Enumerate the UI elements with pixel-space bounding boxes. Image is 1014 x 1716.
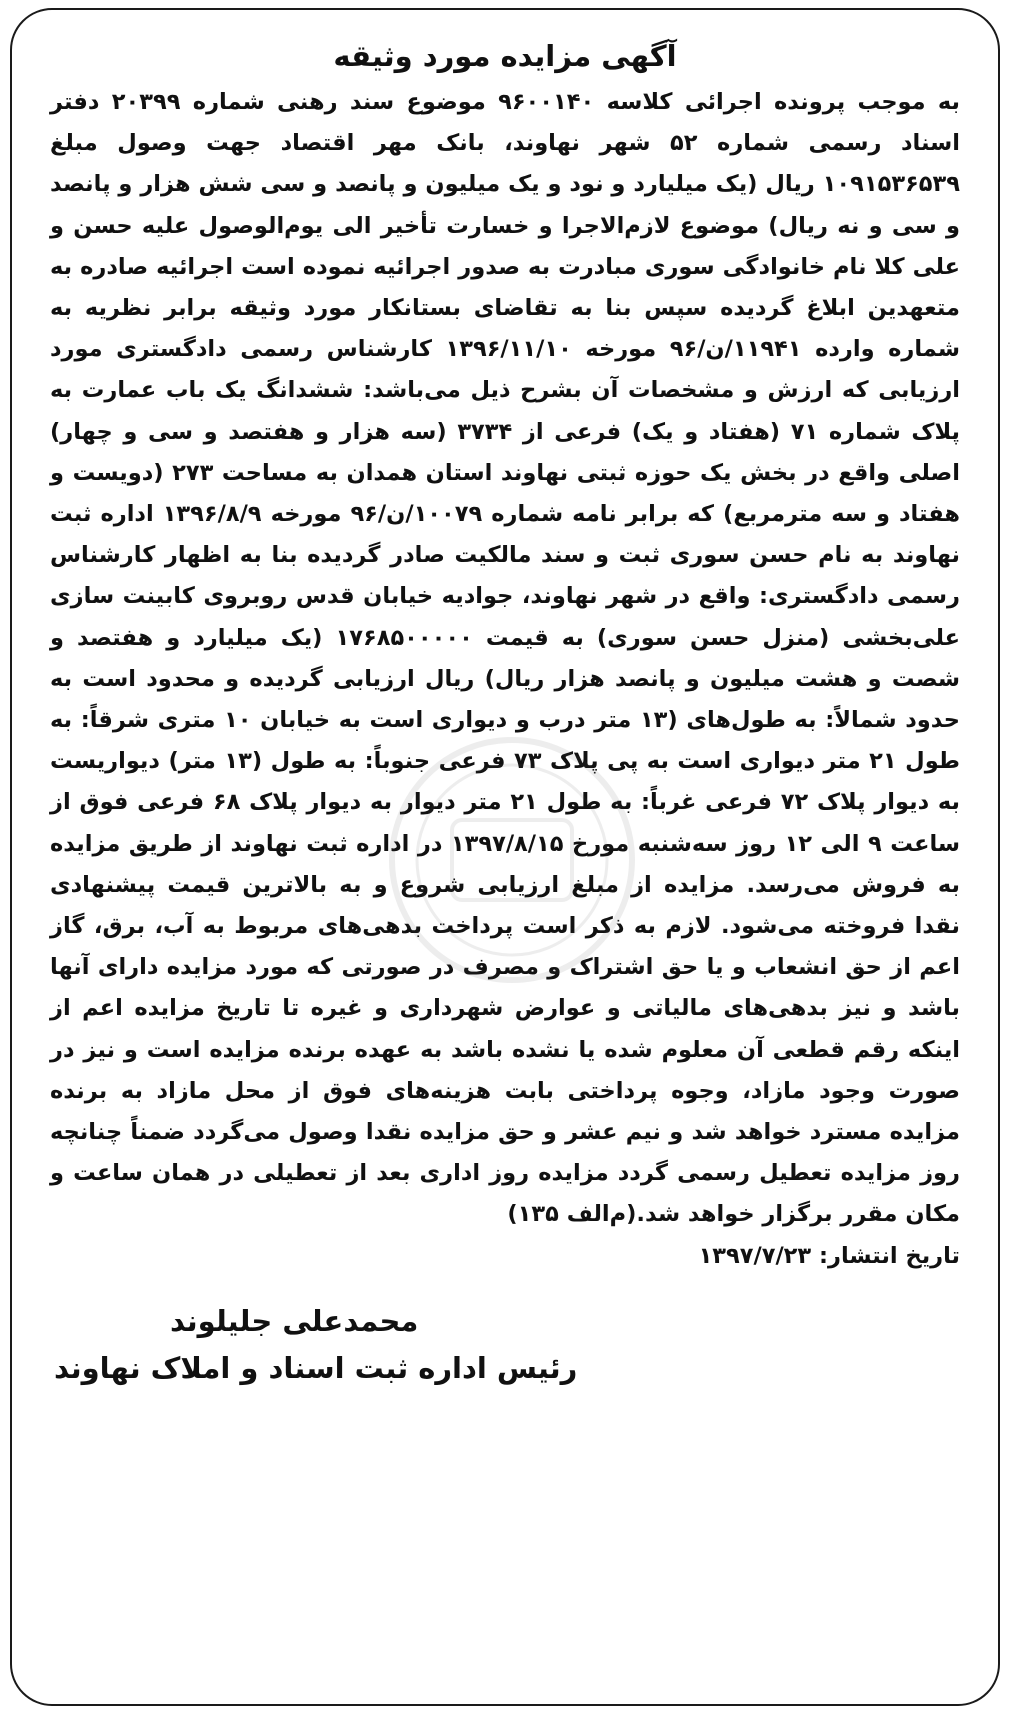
signer-name: محمدعلی جلیلوند [170,1303,419,1338]
notice-body: به موجب پرونده اجرائی کلاسه ۹۶۰۰۱۴۰ موضوع سند رهنی شماره ۲۰۳۹۹ دفتر اسناد رسمی شماره ۵۲ شهر نهاوند، بانک مهر اقتصاد جهت وصول مبلغ ۱۰۹۱۵۳۶۵۳۹ ریال (یک میلیارد و نود و یک میلیون و پانصد و سی شش هزار و پانصد و سی و نه ریال) موضوع لازم‌الاجرا و خسارت تأخیر الی یوم‌الوصول علیه حسن و علی کلا نام خانوادگی سوری مبادرت به صدور اجرائیه نموده است اجرائیه صادره به متعهدین ابلاغ گردیده سپس بنا به تقاضای بستانکار مورد وثیقه برابر نظریه به شماره وارده ۱۱۹۴۱/ن/۹۶ مورخه ۱۳۹۶/۱۱/۱۰ کارشناس رسمی دادگستری مورد ارزیابی که ارزش و مشخصات آن بشرح ذیل می‌باشد: ششدانگ یک باب عمارت به پلاک شماره ۷۱ (هفتاد و یک) فرعی از ۳۷۳۴ (سه هزار و هفتصد و سی و چهار) اصلی واقع در بخش یک حوزه ثبتی نهاوند استان همدان به مساحت ۲۷۳ (دویست و هفتاد و سه مترمربع) که برابر نامه شماره ۱۰۰۷۹/ن/۹۶ مورخه ۱۳۹۶/۸/۹ اداره ثبت نهاوند به نام حسن سوری ثبت و سند مالکیت صادر گردیده بنا به اظهار کارشناس رسمی دادگستری: واقع در شهر نهاوند، جوادیه خیابان قدس روبروی کابینت سازی علی‌بخشی (منزل حسن سوری) به قیمت ۱۷۶۸۵۰۰۰۰۰ (یک میلیارد و هفتصد و شصت و هشت میلیون و پانصد هزار ریال) ریال ارزیابی گردیده و محدود است به حدود شمالاً: به طول‌های (۱۳ متر درب و دیواری است به خیابان ۱۰ متری شرقاً: به طول ۲۱ متر دیواری است به پی پلاک ۷۳ فرعی جنوباً: به طول (۱۳ متر) دیواریست به دیوار پلاک ۷۲ فرعی غرباً: به طول ۲۱ متر دیوار به دیوار پلاک ۶۸ فرعی فوق از ساعت ۹ الی ۱۲ روز سه‌شنبه مورخ ۱۳۹۷/۸/۱۵ در اداره ثبت نهاوند از طریق مزایده به فروش می‌رسد. مزایده از مبلغ ارزیابی شروع و به بالاترین قیمت پیشنهادی نقدا فروخته می‌شود. لازم به ذکر است پرداخت بدهی‌های مربوط به آب، برق، گاز اعم از حق انشعاب و یا حق اشتراک و مصرف در صورتی که مورد مزایده دارای آنها باشد و نیز بدهی‌های مالیاتی و عوارض شهرداری و غیره تا تاریخ مزایده اعم از اینکه رقم قطعی آن معلوم شده یا نشده باشد به عهده برنده مزایده است و نیز در صورت وجود مازاد، وجوه پرداختی بابت هزینه‌های فوق از محل مازاد به برنده مزایده مسترد خواهد شد و نیم عشر و حق مزایده نقدا وصول می‌گردد ضمناً چنانچه روز مزایده تعطیل رسمی گردد مزایده روز اداری بعد از تعطیلی در همان ساعت و مکان مقرر برگزار خواهد شد.(م‌الف ۱۳۵) [50,89,961,1228]
publication-label: تاریخ انتشار: [819,1242,960,1269]
signature-block [52,1299,958,1393]
publication-date: ۱۳۹۷/۷/۲۳ [698,1242,812,1269]
notice-title: آگهی مزایده مورد وثیقه [333,39,677,73]
signer-title: رئیس اداره ثبت اسناد و املاک نهاوند [54,1350,578,1385]
notice-frame [10,8,1000,1706]
publication-line [50,1236,960,1277]
